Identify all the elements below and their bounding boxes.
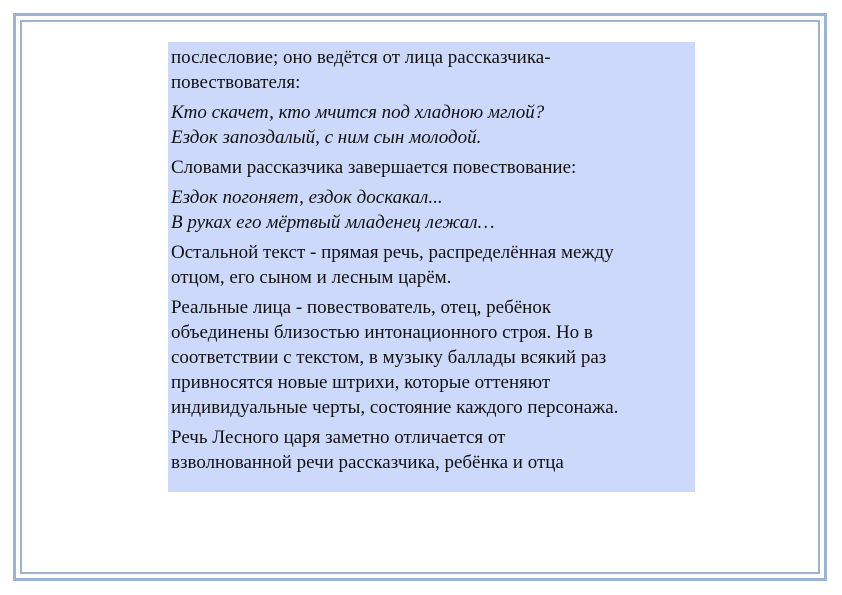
quote-line: Ездок запоздалый, с ним сын молодой. [171,127,482,148]
paragraph-forest-king [171,425,689,475]
text-line: послесловие; оно ведётся от лица рассказчика- [171,47,551,68]
text-line: соответствии с текстом, в музыку баллады всякий раз [171,347,607,368]
quote-ending [171,185,689,235]
quote-line: Кто скачет, кто мчится под хладною мглой? [171,102,545,123]
text-line: Речь Лесного царя заметно отличается от [171,427,506,448]
quote-line: Ездок погоняет, ездок доскакал... [171,187,443,208]
text-line: взволнованной речи рассказчика, ребёнка и отца [171,452,564,473]
paragraph-intro [171,45,689,95]
paragraph-real-characters [171,295,689,420]
paragraph-direct-speech [171,240,689,290]
text-line: индивидуальные черты, состояние каждого персонажа. [171,397,619,418]
text-line: объединены близостью интонационного строя. Но в [171,322,593,343]
text-line: повествователя: [171,72,301,93]
text-line: Словами рассказчика завершается повествование: [171,157,577,178]
text-line: привносятся новые штрихи, которые оттеняют [171,372,551,393]
quote-line: В руках его мёртвый младенец лежал… [171,212,495,233]
text-line: отцом, его сыном и лесным царём. [171,267,452,288]
paragraph-ending-intro [171,155,689,180]
text-line: Остальной текст - прямая речь, распределённая между [171,242,614,263]
text-line: Реальные лица - повествователь, отец, ребёнок [171,297,552,318]
quote-opening [171,100,689,150]
text-box [168,42,695,492]
